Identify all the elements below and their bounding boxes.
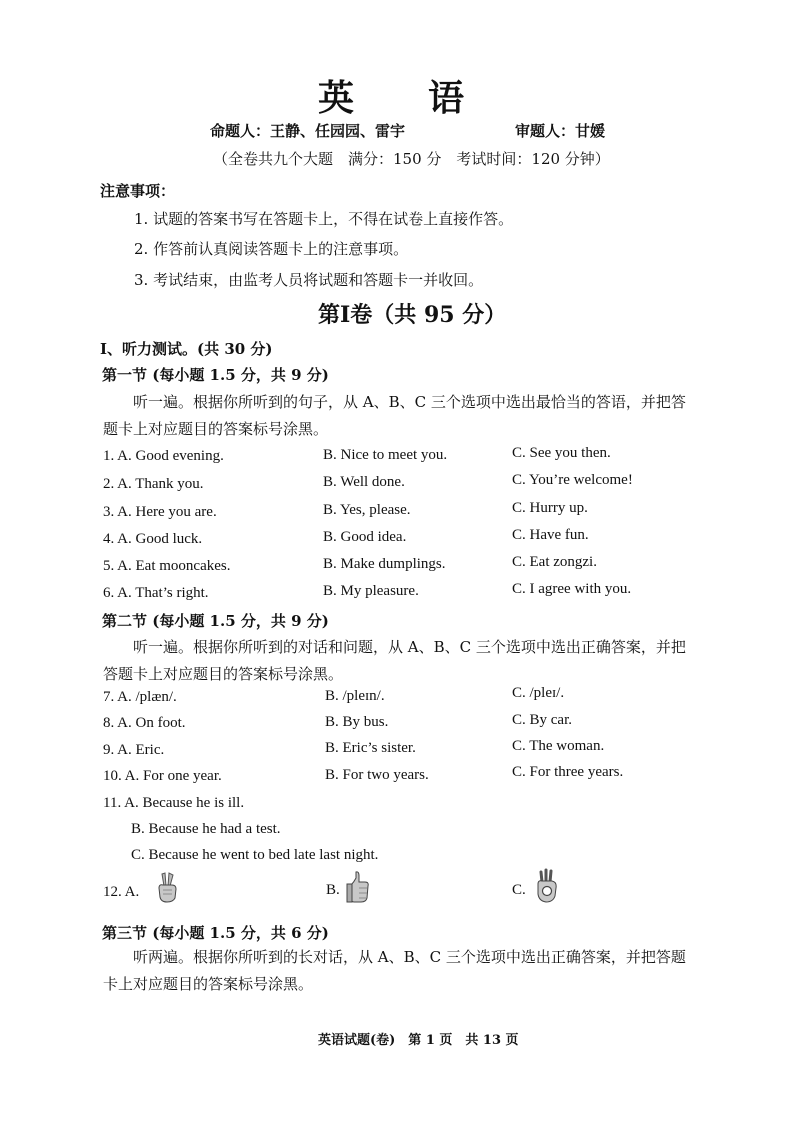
option-a: 8. A. On foot. bbox=[103, 715, 186, 731]
section2-instruction: 答题卡上对应题目的答案标号涂黑。 bbox=[103, 665, 344, 683]
option-c: C. Have fun. bbox=[512, 527, 589, 543]
page-footer: 英语试题(卷) 第 1 页 共 13 页 bbox=[318, 1033, 519, 1048]
option-b: B. Make dumplings. bbox=[323, 556, 446, 572]
option-b: B. For two years. bbox=[325, 767, 429, 783]
option-a: 5. A. Eat mooncakes. bbox=[103, 558, 231, 574]
option-c: C. I agree with you. bbox=[512, 581, 632, 597]
option-b: B. Yes, please. bbox=[323, 502, 411, 518]
section3-instruction: 听两遍。根据你所听到的长对话，从 A、B、C 三个选项中选出正确答案，并把答题 bbox=[133, 948, 686, 966]
option-a: 3. A. Here you are. bbox=[103, 504, 217, 520]
option-a: 10. A. For one year. bbox=[103, 768, 222, 784]
option-c: C. You’re welcome! bbox=[512, 472, 633, 488]
option-a: 11. A. Because he is ill. bbox=[103, 795, 245, 811]
option-c: C. bbox=[512, 882, 526, 898]
section2-heading: 第二节 (每小题 1.5 分，共 9 分) bbox=[102, 612, 329, 630]
option-a: 4. A. Good luck. bbox=[103, 531, 203, 547]
option-c: C. By car. bbox=[512, 712, 572, 728]
volume-title: 第Ⅰ卷（共 95 分） bbox=[318, 302, 507, 328]
option-b: B. Because he had a test. bbox=[131, 821, 281, 837]
section1-instruction: 题卡上对应题目的答案标号涂黑。 bbox=[103, 420, 329, 438]
exam-info: （全卷共九个大题 满分：150 分 考试时间：120 分钟） bbox=[213, 150, 610, 168]
option-a: 2. A. Thank you. bbox=[103, 476, 204, 492]
option-b: B. bbox=[326, 882, 340, 898]
option-b: B. Eric’s sister. bbox=[325, 740, 416, 756]
option-c: C. See you then. bbox=[512, 445, 611, 461]
victory-hand-icon bbox=[153, 870, 181, 904]
option-a: 9. A. Eric. bbox=[103, 742, 165, 758]
option-a: 1. A. Good evening. bbox=[103, 448, 224, 464]
section1-heading: 第一节 (每小题 1.5 分，共 9 分) bbox=[102, 366, 329, 384]
option-c: C. Hurry up. bbox=[512, 500, 588, 516]
authors: 命题人：王静、任园园、雷宇 bbox=[210, 122, 406, 140]
option-a: 7. A. /plæn/. bbox=[103, 689, 177, 705]
notes-heading: 注意事项： bbox=[100, 182, 176, 200]
note-item: 2. 作答前认真阅读答题卡上的注意事项。 bbox=[134, 240, 409, 258]
option-a: 12. A. bbox=[103, 884, 140, 900]
option-c: C. /pleɪ/. bbox=[512, 685, 565, 701]
option-c: C. Eat zongzi. bbox=[512, 554, 597, 570]
option-b: B. Well done. bbox=[323, 474, 405, 490]
option-b: B. My pleasure. bbox=[323, 583, 419, 599]
section1-instruction: 听一遍。根据你所听到的句子，从 A、B、C 三个选项中选出最恰当的答语，并把答 bbox=[133, 393, 686, 411]
section3-heading: 第三节 (每小题 1.5 分，共 6 分) bbox=[102, 924, 329, 942]
section2-instruction: 听一遍。根据你所听到的对话和问题，从 A、B、C 三个选项中选出正确答案，并把 bbox=[133, 638, 686, 656]
reviewer: 审题人：甘媛 bbox=[515, 122, 606, 140]
option-b: B. Nice to meet you. bbox=[323, 447, 448, 463]
option-b: B. /pleɪn/. bbox=[325, 688, 385, 704]
thumbs-up-icon bbox=[345, 870, 373, 904]
note-item: 1. 试题的答案书写在答题卡上，不得在试卷上直接作答。 bbox=[134, 210, 514, 228]
option-c: C. Because he went to bed late last night. bbox=[131, 847, 379, 863]
option-b: B. Good idea. bbox=[323, 529, 407, 545]
ok-hand-icon bbox=[533, 868, 561, 902]
option-b: B. By bus. bbox=[325, 714, 389, 730]
part1-heading: Ⅰ、听力测试。(共 30 分) bbox=[100, 340, 273, 358]
option-c: C. The woman. bbox=[512, 738, 605, 754]
note-item: 3. 考试结束，由监考人员将试题和答题卡一并收回。 bbox=[134, 271, 484, 289]
option-a: 6. A. That’s right. bbox=[103, 585, 209, 601]
title-char-1: 英 bbox=[318, 77, 357, 119]
section3-instruction: 卡上对应题目的答案标号涂黑。 bbox=[103, 975, 314, 993]
option-c: C. For three years. bbox=[512, 764, 624, 780]
title-char-2: 语 bbox=[428, 77, 467, 119]
